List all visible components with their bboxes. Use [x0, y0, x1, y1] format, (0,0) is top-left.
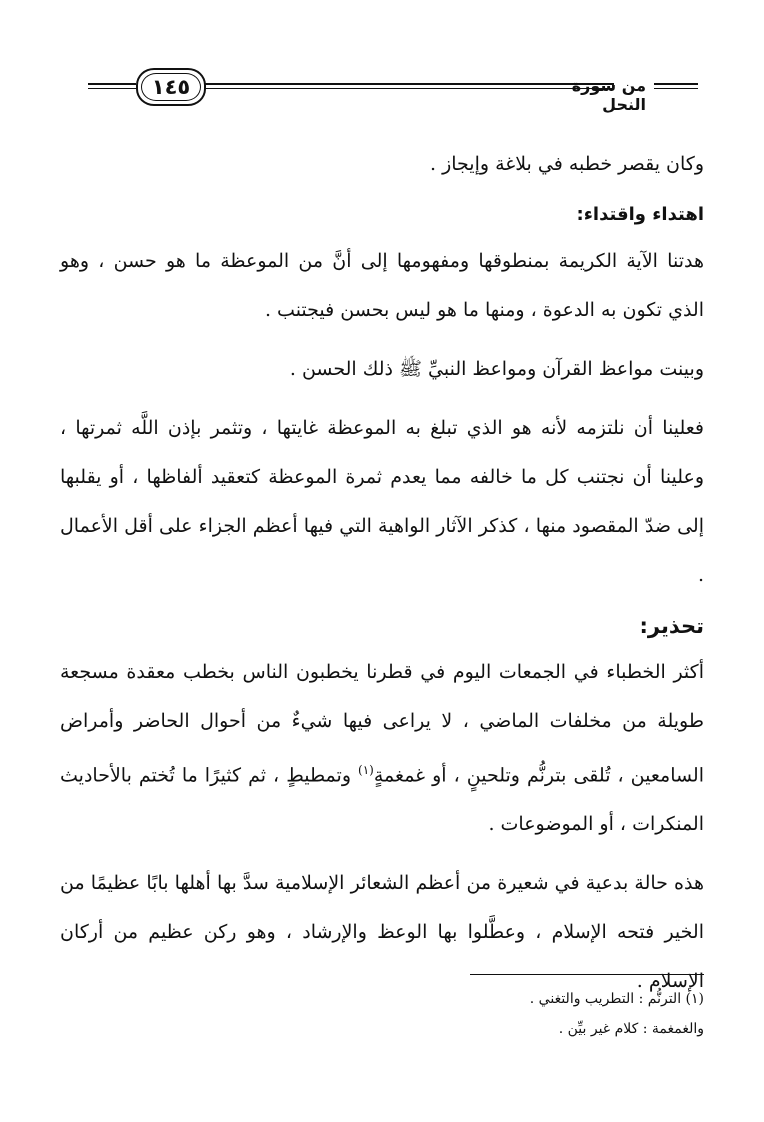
page-header — [88, 66, 698, 112]
running-title: من سورة النحل — [571, 76, 646, 114]
footnote-1: (١) الترنُّم : التطريب والتغني . — [529, 991, 704, 1007]
paragraph-6: هذه حالة بدعية في شعيرة من أعظم الشعائر الإسلامية سدَّ بها أهلها بابًا عظيمًا من الخير فتحه الإسلام ، وعطَّلوا بها الوعظ والإرشاد ، وهو ركن عظيم من أركان الإسلام . — [60, 872, 704, 993]
paragraph-2: هدتنا الآية الكريمة بمنطوقها ومفهومها إلى أنَّ من الموعظة ما هو حسن ، وهو الذي تكون به الدعوة ، ومنها ما هو ليس بحسن فيجتنب . — [60, 250, 704, 321]
paragraph-5-text-b: وتمطيطٍ ، ثم كثيرًا ما تُختم بالأحاديث المنكرات ، أو الموضوعات . — [60, 764, 704, 836]
footnotes — [60, 984, 704, 1044]
paragraph-4: فعلينا أن نلتزمه لأنه هو الذي تبلغ به الموعظة غايتها ، وتثمر بإذن اللَّه ثمرتها ، وعلينا أن نجتنب كل ما خالفه مما يعدم ثمرة الموعظة كتعقيد ألفاظها ، أو يقلبها إلى ضدّ المقصود منها ، كذكر الآثار الواهية التي فيها أعظم الجزاء على أقل الأعمال . — [60, 417, 704, 586]
paragraph-5 — [60, 648, 704, 849]
footnote-1-continued: والغمغمة : كلام غير بيِّن . — [558, 1021, 704, 1037]
paragraph-5-text-a: أكثر الخطباء في الجمعات اليوم في قطرنا يخطبون الناس بخطب معقدة مسجعة طويلة من مخلفات الماضي ، لا يراعى فيها شيءٌ من أحوال الحاضر وأمراض السامعين ، تُلقى بترنُّم وتلحينٍ ، أو غمغمةٍ — [60, 661, 704, 787]
header-rule-left — [88, 83, 136, 89]
section-heading-warning: تحذير: — [639, 614, 704, 638]
footnote-separator — [470, 974, 704, 975]
paragraph-3: وبينت مواعظ القرآن ومواعظ النبيِّ ﷺ ذلك الحسن . — [289, 358, 704, 380]
section-heading-guidance: اهتداء واقتداء: — [576, 204, 704, 225]
paragraph-1: وكان يقصر خطبه في بلاغة وإيجاز . — [430, 153, 704, 175]
page-number: ١٤٥ — [136, 68, 206, 106]
page-body — [60, 140, 704, 1006]
header-rule-right — [654, 83, 698, 89]
footnote-mark: (١) — [358, 763, 374, 777]
